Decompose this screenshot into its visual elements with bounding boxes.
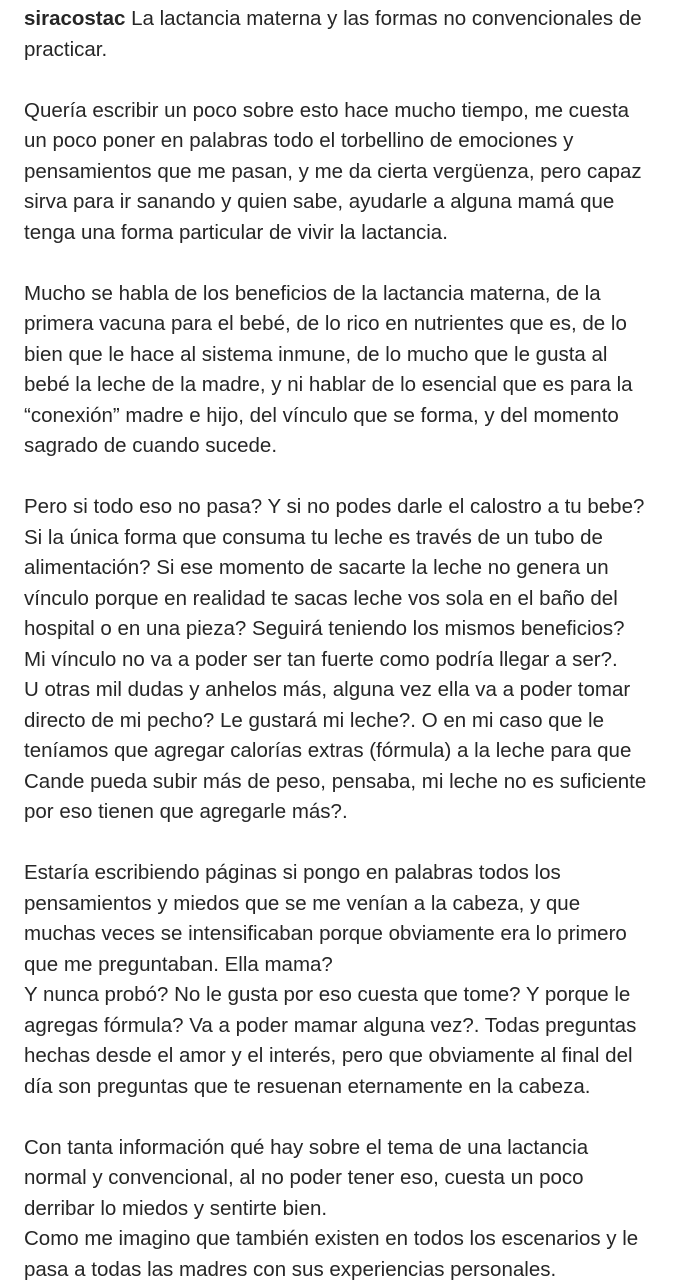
- caption-line: Mi vínculo no va a poder ser tan fuerte como podría llegar a ser?.: [24, 645, 676, 676]
- caption-line: día son preguntas que te resuenan eternamente en la cabeza.: [24, 1072, 676, 1103]
- caption-line: U otras mil dudas y anhelos más, alguna vez ella va a poder tomar: [24, 675, 676, 706]
- caption-paragraph: [24, 4, 676, 65]
- caption-line: Y nunca probó? No le gusta por eso cuesta que tome? Y porque le: [24, 980, 676, 1011]
- paragraph-spacer: [24, 462, 676, 493]
- caption-line: Cande pueda subir más de peso, pensaba, mi leche no es suficiente: [24, 767, 676, 798]
- caption-line: un poco poner en palabras todo el torbellino de emociones y: [24, 126, 676, 157]
- caption-paragraph: [24, 858, 676, 1102]
- caption-line: por eso tienen que agregarle más?.: [24, 797, 676, 828]
- caption-line: Con tanta información qué hay sobre el tema de una lactancia: [24, 1133, 676, 1164]
- caption-line: muchas veces se intensificaban porque obviamente era lo primero: [24, 919, 676, 950]
- username-link[interactable]: siracostac: [24, 7, 125, 30]
- caption-line: directo de mi pecho? Le gustará mi leche?. O en mi caso que le: [24, 706, 676, 737]
- caption-line: agregas fórmula? Va a poder mamar alguna vez?. Todas preguntas: [24, 1011, 676, 1042]
- caption-line: Estaría escribiendo páginas si pongo en palabras todos los: [24, 858, 676, 889]
- caption-line: Si la única forma que consuma tu leche es través de un tubo de: [24, 523, 676, 554]
- caption-line: bebé la leche de la madre, y ni hablar de lo esencial que es para la: [24, 370, 676, 401]
- paragraph-spacer: [24, 1102, 676, 1133]
- caption-text: [24, 4, 676, 1285]
- caption-line: derribar lo miedos y sentirte bien.: [24, 1194, 676, 1225]
- caption-line: [24, 4, 676, 35]
- caption-line: primera vacuna para el bebé, de lo rico en nutrientes que es, de lo: [24, 309, 676, 340]
- caption-line: Como me imagino que también existen en todos los escenarios y le: [24, 1224, 676, 1255]
- caption-line: practicar.: [24, 35, 676, 66]
- caption-line: pasa a todas las madres con sus experiencias personales.: [24, 1255, 676, 1285]
- caption-paragraph: [24, 96, 676, 249]
- paragraph-spacer: [24, 65, 676, 96]
- caption-line: “conexión” madre e hijo, del vínculo que se forma, y del momento: [24, 401, 676, 432]
- caption-line: pensamientos que me pasan, y me da cierta vergüenza, pero capaz: [24, 157, 676, 188]
- caption-line: sagrado de cuando sucede.: [24, 431, 676, 462]
- caption-line: pensamientos y miedos que se me venían a la cabeza, y que: [24, 889, 676, 920]
- caption-title-text: La lactancia materna y las formas no convencionales de: [125, 7, 641, 30]
- caption-line: hechas desde el amor y el interés, pero que obviamente al final del: [24, 1041, 676, 1072]
- caption-paragraph: [24, 492, 676, 828]
- caption-paragraph: [24, 1133, 676, 1285]
- caption-line: teníamos que agregar calorías extras (fórmula) a la leche para que: [24, 736, 676, 767]
- caption-line: vínculo porque en realidad te sacas leche vos sola en el baño del: [24, 584, 676, 615]
- caption-line: alimentación? Si ese momento de sacarte la leche no genera un: [24, 553, 676, 584]
- paragraph-spacer: [24, 828, 676, 859]
- caption-line: Quería escribir un poco sobre esto hace mucho tiempo, me cuesta: [24, 96, 676, 127]
- caption-line: hospital o en una pieza? Seguirá teniendo los mismos beneficios?: [24, 614, 676, 645]
- caption-line: Mucho se habla de los beneficios de la lactancia materna, de la: [24, 279, 676, 310]
- caption-line: sirva para ir sanando y quien sabe, ayudarle a alguna mamá que: [24, 187, 676, 218]
- caption-line: normal y convencional, al no poder tener eso, cuesta un poco: [24, 1163, 676, 1194]
- caption-line: que me preguntaban. Ella mama?: [24, 950, 676, 981]
- caption-paragraph: [24, 279, 676, 462]
- caption-line: Pero si todo eso no pasa? Y si no podes darle el calostro a tu bebe?: [24, 492, 676, 523]
- caption-line: bien que le hace al sistema inmune, de lo mucho que le gusta al: [24, 340, 676, 371]
- paragraph-spacer: [24, 248, 676, 279]
- caption-line: tenga una forma particular de vivir la lactancia.: [24, 218, 676, 249]
